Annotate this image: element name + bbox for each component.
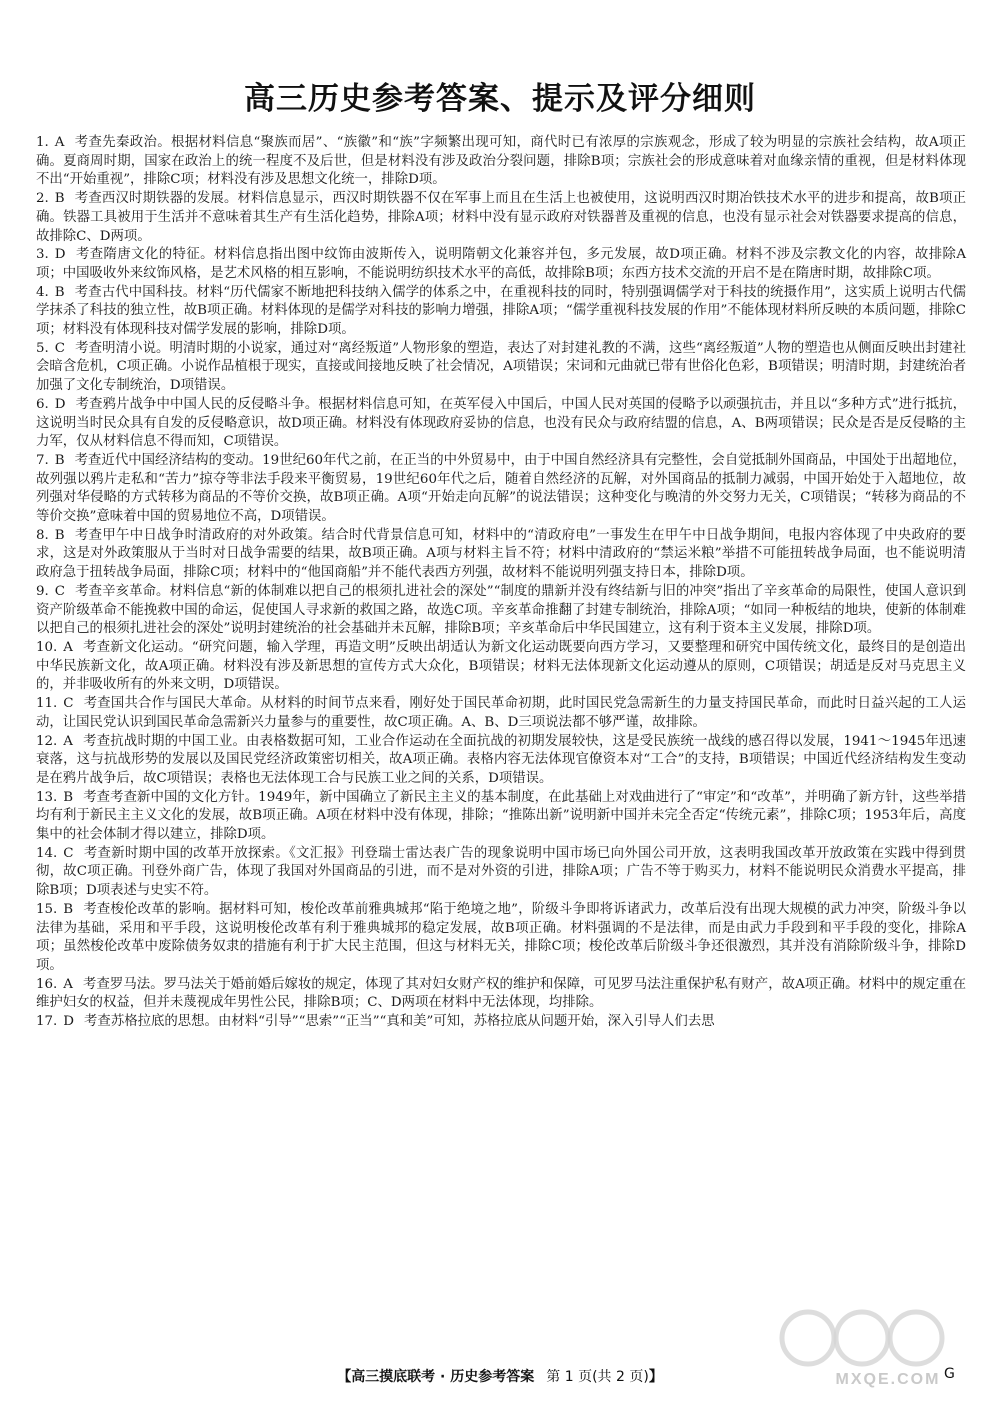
answer-key: D [63, 1014, 75, 1030]
answer-list [36, 134, 966, 1032]
answer-key: A [63, 733, 73, 749]
answer-number: 15. [36, 901, 58, 917]
answer-key: C [54, 340, 66, 356]
answer-number: 6. [36, 396, 49, 412]
answer-number: 17. [36, 1014, 58, 1030]
footer-right-bracket: 】 [648, 1369, 663, 1385]
answer-explanation: 考查古代中国科技。材料“历代儒家不断地把科技纳入儒学的体系之中，在重视科技的同时，特别强调儒学对于科技的统摄作用”，这实质上说明古代儒学抹杀了科技的独立性，故B项正确。材料体现的是儒学对科技的影响力增强，排除A项；“儒学重视科技发展的作用”不能体现材料所反映的本质问题，排除C项；材料没有体现科技对儒学发展的影响，排除D项。 [36, 284, 966, 338]
footer-page-info: 第 1 页(共 2 页) [546, 1369, 649, 1385]
answer-number: 1. [36, 135, 49, 150]
answer-explanation: 考查罗马法。罗马法关于婚前婚后嫁妆的规定，体现了其对妇女财产权的维护和保障，可见罗马法注重保护私有财产，故A项正确。材料中的规定重在维护妇女的权益，但并未蔑视成年男性公民，排除B项；C、D两项在材料中无法体现，均排除。 [36, 976, 966, 1011]
answer-explanation: 考查西汉时期铁器的发展。材料信息显示，西汉时期铁器不仅在军事上而且在生活上也被使用，这说明西汉时期冶铁技术水平的进步和提高，故B项正确。铁器工具被用于生活并不意味着其生产有生活化趋势，排除A项；材料中没有显示政府对铁器普及重视的信息，也没有显示社会对铁器要求提高的信息，故排除C、D两项。 [36, 191, 966, 244]
answer-number: 9. [36, 583, 49, 599]
page-footer [0, 1366, 1000, 1386]
answer-number: 2. [36, 191, 49, 207]
answer-explanation: 考查甲午中日战争时清政府的对外政策。结合时代背景信息可知，材料中的“清政府电”一事发生在甲午中日战争期间，电报内容体现了中央政府的要求，这是对外政策服从于当时对日战争需要的结果，故B项正确。A项与材料主旨不符；材料中清政府的“禁运米粮”举措不可能扭转战争局面，也不能说明清政府急于扭转战争局面，排除C项；材料中的“他国商船”并不能代表西方列强，故材料不能说明列强支持日本，排除D项。 [36, 527, 966, 581]
answer-item [36, 396, 966, 452]
answer-item [36, 733, 966, 789]
answer-key: A [63, 976, 73, 992]
answer-number: 16. [36, 976, 58, 992]
answer-item [36, 452, 966, 527]
answer-item [36, 976, 966, 1013]
answer-key: A [63, 639, 73, 655]
answer-item [36, 789, 966, 845]
answer-key: C [54, 583, 66, 599]
answer-number: 7. [36, 452, 49, 468]
answer-explanation: 考查新文化运动。“研究问题，输入学理，再造文明”反映出胡适认为新文化运动既要向西方学习，又要整理和研究中国传统文化，最终目的是创造出中华民族新文化，故A项正确。材料没有涉及新思想的宣传方式大众化，B项错误；材料无法体现新文化运动遵从的原则，C项错误；胡适是反对马克思主义的，并非吸收所有的外来文明，D项错误。 [36, 639, 966, 693]
footer-code: G [944, 1366, 955, 1382]
answer-explanation: 考查苏格拉底的思想。由材料“引导”“思索”“正当”“真和美”可知，苏格拉底从问题开始，深入引导人们去思 [84, 1014, 715, 1030]
answer-key: B [63, 901, 74, 917]
answer-item [36, 901, 966, 976]
answer-item [36, 639, 966, 695]
answer-explanation: 考查隋唐文化的特征。材料信息指出图中纹饰由波斯传入，说明隋朝文化兼容并包，多元发展，故D项正确。材料不涉及宗教文化的内容，故排除A项；中国吸收外来纹饰风格，是艺术风格的相互影响，不能说明纺织技术水平的高低，故排除B项；东西方技术交流的开启不是在隋唐时期，故排除C项。 [36, 247, 966, 281]
answer-key: C [63, 696, 74, 712]
answer-explanation: 考查梭伦改革的影响。据材料可知，梭伦改革前雅典城邦“陷于绝境之地”，阶级斗争即将诉诸武力，改革后没有出现大规模的武力冲突，阶级斗争以法律为基础，采用和平手段，这说明梭伦改革有利于雅典城邦的稳定发展，故B项正确。材料强调的不是法律，而是由武力手段到和平手段的变化，排除A项；虽然梭伦改革中废除债务奴隶的措施有利于扩大民主范围，但这与材料无关，排除C项；梭伦改革后阶级斗争还很激烈，其并没有消除阶级斗争，排除D项。 [36, 901, 966, 973]
answer-item [36, 695, 966, 732]
answer-item [36, 284, 966, 340]
answer-number: 14. [36, 845, 58, 861]
answer-item [36, 190, 966, 246]
answer-explanation: 考查鸦片战争中中国人民的反侵略斗争。根据材料信息可知，在英军侵入中国后，中国人民对英国的侵略予以顽强抗击，并且以“多种方式”进行抵抗，这说明当时民众具有自发的反侵略意识，故D项正确。材料没有体现政府妥协的信息，也没有民众与政府结盟的信息，A、B两项错误；民众是否是反侵略的主力军，仅从材料信息不得而知，C项错误。 [36, 396, 966, 450]
answer-key: B [54, 284, 65, 300]
answer-number: 5. [36, 340, 49, 356]
answer-explanation: 考查抗战时期的中国工业。由表格数据可知，工业合作运动在全面抗战的初期发展较快，这是受民族统一战线的感召得以发展，1941～1945年迅速衰落，这与抗战形势的发展以及国民党经济政策密切相关，故A项正确。表格内容无法体现官僚资本对“工合”的支持，B项错误；中国近代经济结构发生变动是在鸦片战争后，故C项错误；表格也无法体现工合与民族工业之间的关系，D项错误。 [36, 733, 966, 786]
footer-exam-name: 高三摸底联考 · 历史参考答案 [351, 1369, 535, 1385]
answer-key: A [54, 135, 65, 150]
answer-key: B [54, 191, 65, 207]
answer-item [36, 1013, 966, 1032]
answer-explanation: 考查先秦政治。根据材料信息“聚族而居”、“族徽”和“族”字频繁出现可知，商代时已有浓厚的宗族观念，形成了较为明显的宗族社会结构，故A项正确。夏商周时期，国家在政治上的统一程度不及后世，但是材料没有涉及政治分裂问题，排除B项；宗族社会的形成意味着对血缘亲情的重视，但是材料体现不出“开始重视”，排除C项；材料没有涉及思想文化统一，排除D项。 [36, 135, 966, 188]
answer-number: 10. [36, 639, 58, 655]
answer-number: 12. [36, 733, 58, 749]
answer-key: B [54, 527, 65, 543]
answer-explanation: 考查辛亥革命。材料信息“新的体制难以把自己的根须扎进社会的深处”“制度的鼎新并没有终结新与旧的冲突”指出了辛亥革命的局限性，使国人意识到资产阶级革命不能挽救中国的命运，促使国人寻求新的救国之路，故选C项。辛亥革命推翻了封建专制统治，排除A项；“如同一种板结的地块，使新的体制难以把自己的根须扎进社会的深处”说明封建统治的社会基础并未瓦解，排除B项；辛亥革命后中华民国建立，这有利于资本主义发展，排除D项。 [36, 583, 966, 637]
answer-item [36, 583, 966, 639]
answer-key: B [54, 452, 65, 468]
answer-key: D [54, 396, 66, 412]
answer-number: 11. [36, 696, 58, 712]
answer-number: 4. [36, 284, 49, 300]
answer-item [36, 845, 966, 901]
answer-key: D [54, 247, 66, 263]
document-title: 高三历史参考答案、提示及评分细则 [244, 80, 756, 117]
footer-left-bracket: 【 [337, 1369, 352, 1385]
answer-explanation: 考查国共合作与国民大革命。从材料的时间节点来看，刚好处于国民革命初期，此时国民党急需新生的力量支持国民革命，而此时日益兴起的工人运动，让国民党认识到国民革命急需新兴力量参与的重要性，故C项正确。A、B、D三项说法都不够严谨，故排除。 [36, 696, 966, 730]
answer-key: B [63, 789, 74, 805]
answer-explanation: 考查明清小说。明清时期的小说家，通过对“离经叛道”人物形象的塑造，表达了对封建礼教的不满，这些“离经叛道”人物的塑造也从侧面反映出封建社会暗含危机，C项正确。小说作品植根于现实，直接或间接地反映了社会情况，A项错误；宋词和元曲就已带有世俗化色彩，B项错误；明清时期，封建统治者加强了文化专制统治，D项错误。 [36, 340, 966, 394]
answer-explanation: 考查考查新中国的文化方针。1949年，新中国确立了新民主主义的基本制度，在此基础上对戏曲进行了“审定”和“改革”，并明确了新方针，这些举措均有利于新民主主义文化的发展，故B项正确。A项在材料中没有体现，排除；“推陈出新”说明新中国并未完全否定“传统元素”，排除C项；1953年后，高度集中的社会体制才得以建立，排除D项。 [36, 789, 966, 843]
answer-explanation: 考查新时期中国的改革开放探索。《文汇报》刊登瑞士雷达表广告的现象说明中国市场已向外国公司开放，这表明我国改革开放政策在实践中得到贯彻，故C项正确。刊登外商广告，体现了我国对外国商品的引进，而不是对外资的引进，排除A项；广告不等于购买力，材料不能说明民众消费水平提高，排除B项；D项表述与史实不符。 [36, 845, 966, 899]
answer-number: 8. [36, 527, 49, 543]
answer-number: 13. [36, 789, 58, 805]
answer-item [36, 134, 966, 190]
answer-key: C [63, 845, 74, 861]
answer-item [36, 527, 966, 583]
answer-number: 3. [36, 247, 49, 263]
watermark-text: MXQE.COM [835, 1371, 941, 1388]
answer-item [36, 246, 966, 283]
answer-item [36, 340, 966, 396]
answer-explanation: 考查近代中国经济结构的变动。19世纪60年代之前，在正当的中外贸易中，由于中国自然经济具有完整性，会自觉抵制外国商品，中国处于出超地位，故列强以鸦片走私和“苦力”掠夺等非法手段来平衡贸易，19世纪60年代之后，随着自然经济的瓦解，对外国商品的抵制力减弱，中国开始处于入超地位，故列强对华侵略的方式转移为商品的不等价交换，故B项正确。A项“开始走向瓦解”的说法错误；这种变化与晚清的外交努力无关，C项错误；“转移为商品的不等价交换”意味着中国的贸易地位不高，D项错误。 [36, 452, 966, 525]
